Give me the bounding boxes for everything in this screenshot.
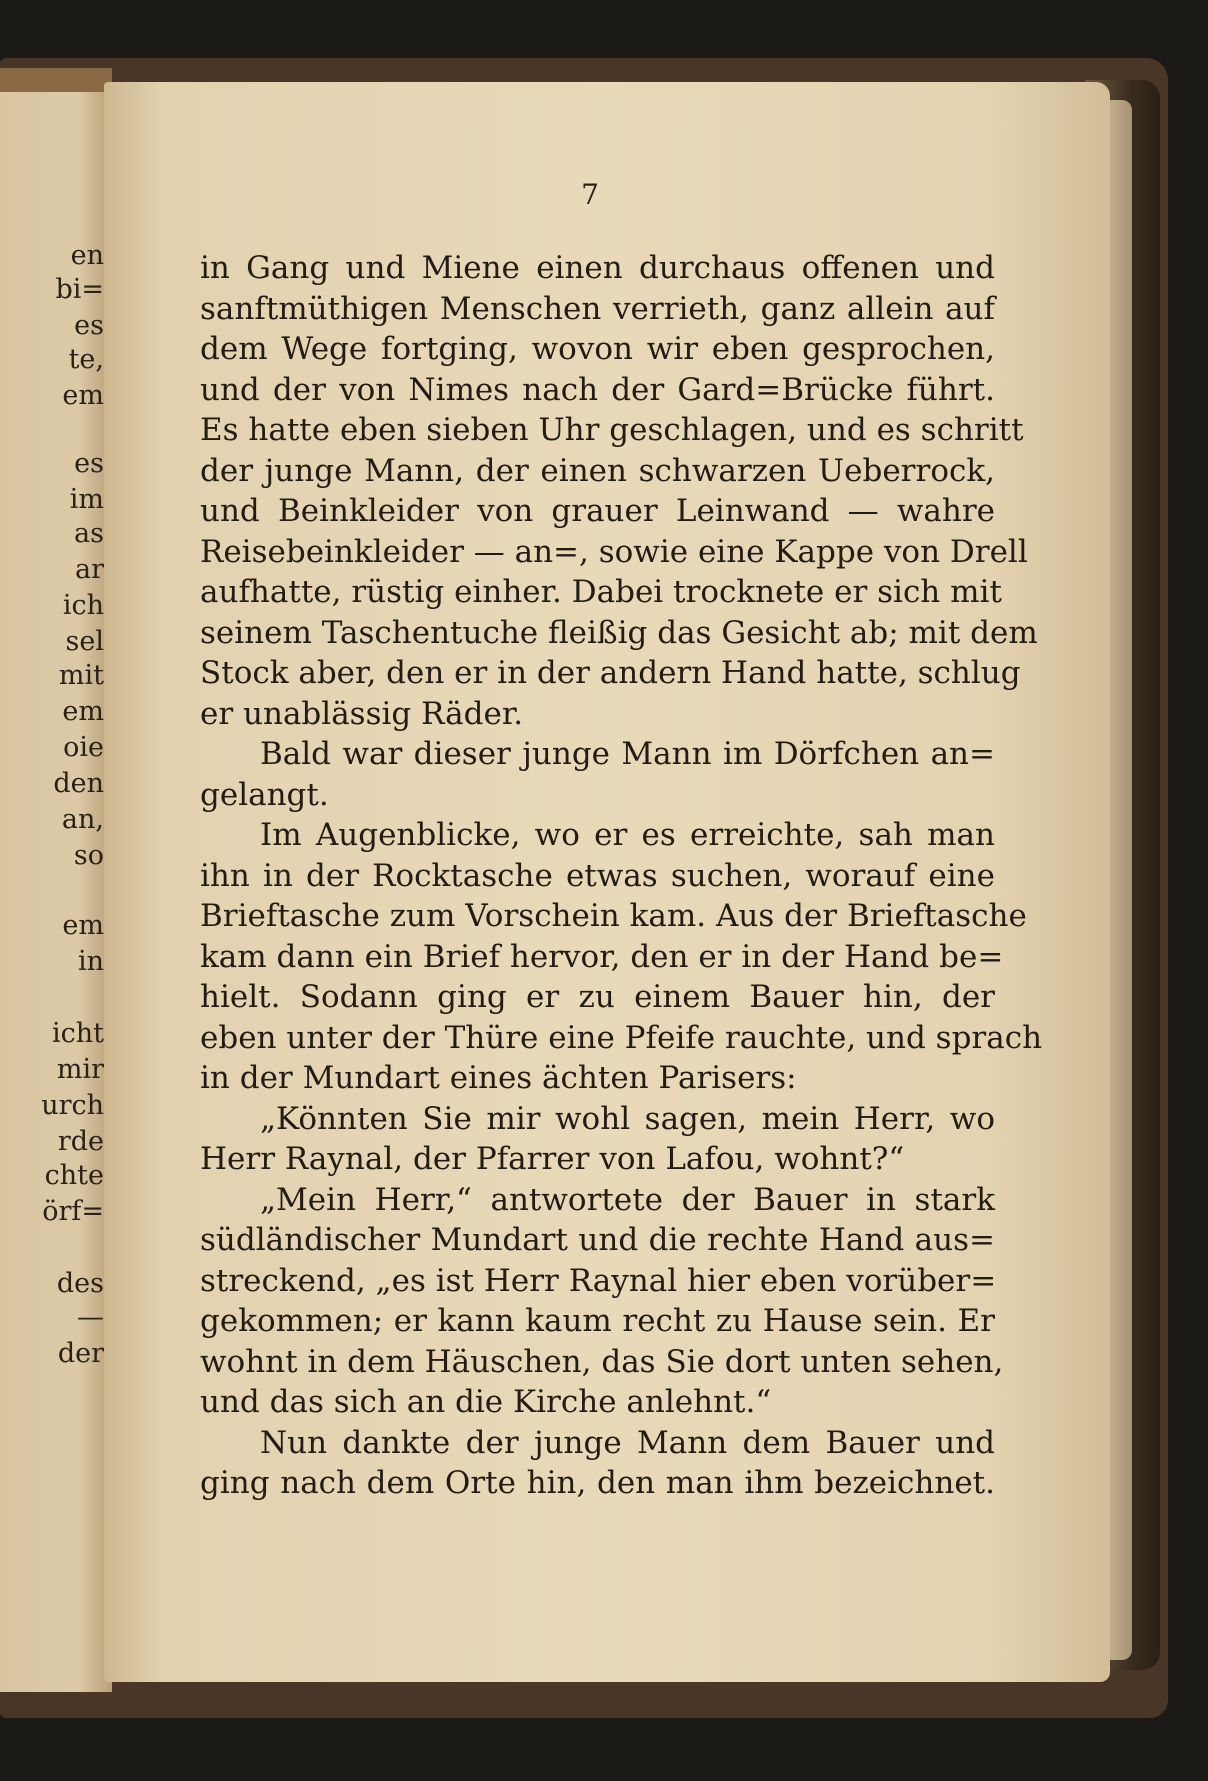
- left-page-fragment: an,: [61, 804, 104, 835]
- page-number: 7: [581, 178, 599, 211]
- text-line: wohnt in dem Häuschen, das Sie dort unten sehen,: [200, 1343, 1004, 1380]
- text-line: und Beinkleider von grauer Leinwand — wahre: [200, 493, 995, 529]
- left-page-fragment: im: [69, 484, 104, 515]
- text-line: südländischer Mundart und die rechte Hand aus=: [200, 1222, 995, 1258]
- left-page-fragment: em: [62, 696, 104, 727]
- text-line: gekommen; er kann kaum recht zu Hause sein. Er: [200, 1303, 995, 1339]
- left-page-fragment: oie: [63, 732, 104, 763]
- left-page-fragment: chte: [44, 1160, 104, 1191]
- text-line: ging nach dem Orte hin, den man ihm bezeichnet.: [200, 1465, 995, 1501]
- text-line: und der von Nimes nach der Gard=Brücke führt.: [200, 371, 995, 408]
- left-page-fragment: em: [62, 380, 104, 411]
- text-line: „Könnten Sie mir wohl sagen, mein Herr, wo: [260, 1100, 995, 1137]
- text-line: eben unter der Thüre eine Pfeife rauchte, und sprach: [200, 1019, 1043, 1056]
- left-page-fragment: in: [77, 946, 104, 977]
- text-line: Reisebeinkleider — an=, sowie eine Kappe von Drell: [200, 533, 1028, 570]
- text-line: dem Wege fortging, wovon wir eben gesprochen,: [200, 331, 995, 367]
- body-text: [200, 248, 1043, 1504]
- text-line: gelangt.: [200, 776, 329, 813]
- text-line: in Gang und Miene einen durchaus offenen und: [200, 250, 995, 286]
- left-page-fragment: mir: [56, 1054, 104, 1085]
- text-line: Es hatte eben sieben Uhr geschlagen, und es schritt: [200, 412, 1024, 448]
- text-line: und das sich an die Kirche anlehnt.“: [200, 1384, 772, 1420]
- text-line: kam dann ein Brief hervor, den er in der Hand be=: [200, 938, 1004, 975]
- text-line: Herr Raynal, der Pfarrer von Lafou, wohnt?“: [200, 1141, 905, 1177]
- text-line: Nun dankte der junge Mann dem Bauer und: [260, 1424, 995, 1461]
- text-line: „Mein Herr,“ antwortete der Bauer in stark: [260, 1181, 995, 1218]
- text-line: Im Augenblicke, wo er es erreichte, sah man: [260, 817, 995, 853]
- left-page-fragment: —: [77, 1302, 104, 1333]
- text-line: aufhatte, rüstig einher. Dabei trocknete er sich mit: [200, 574, 1002, 610]
- text-line: er unablässig Räder.: [200, 695, 524, 732]
- left-page-fragment: icht: [52, 1018, 104, 1049]
- left-page-fragment: bi=: [55, 274, 104, 305]
- left-page-fragment: as: [74, 518, 104, 549]
- left-page-fragment: sel: [65, 626, 104, 657]
- left-page-fragment: der: [57, 1338, 104, 1369]
- text-line: Brieftasche zum Vorschein kam. Aus der Brieftasche: [200, 898, 1027, 934]
- left-page-fragment: mit: [58, 660, 104, 691]
- text-line: sanftmüthigen Menschen verrieth, ganz allein auf: [200, 290, 995, 327]
- text-line: seinem Taschentuche fleißig das Gesicht ab; mit dem: [200, 614, 1038, 651]
- text-line: Stock aber, den er in der andern Hand hatte, schlug: [200, 655, 1021, 691]
- left-page-fragment: ich: [62, 590, 104, 621]
- text-line: der junge Mann, der einen schwarzen Ueberrock,: [200, 452, 995, 489]
- left-page-fragment: urch: [41, 1090, 104, 1121]
- left-page-fragment: em: [62, 910, 104, 941]
- text-line: Bald war dieser junge Mann im Dörfchen an=: [260, 736, 995, 772]
- left-page-fragment: den: [53, 768, 104, 799]
- left-page-fragment: en: [70, 240, 104, 271]
- left-page-fragment: te,: [68, 344, 104, 375]
- left-page-fragment: rde: [57, 1126, 104, 1157]
- text-line: streckend, „es ist Herr Raynal hier eben vorüber=: [200, 1262, 997, 1299]
- text-line: hielt. Sodann ging er zu einem Bauer hin, der: [200, 979, 995, 1015]
- left-page-fragment: ar: [74, 554, 104, 585]
- left-page-fragment: so: [73, 840, 104, 871]
- text-line: ihn in der Rocktasche etwas suchen, worauf eine: [200, 857, 995, 894]
- left-page-fragment: örf=: [42, 1196, 104, 1227]
- text-line: in der Mundart eines ächten Parisers:: [200, 1060, 797, 1096]
- left-page-fragment: des: [56, 1268, 104, 1299]
- left-page-fragment: es: [74, 310, 104, 341]
- left-page-fragment: es: [74, 448, 104, 479]
